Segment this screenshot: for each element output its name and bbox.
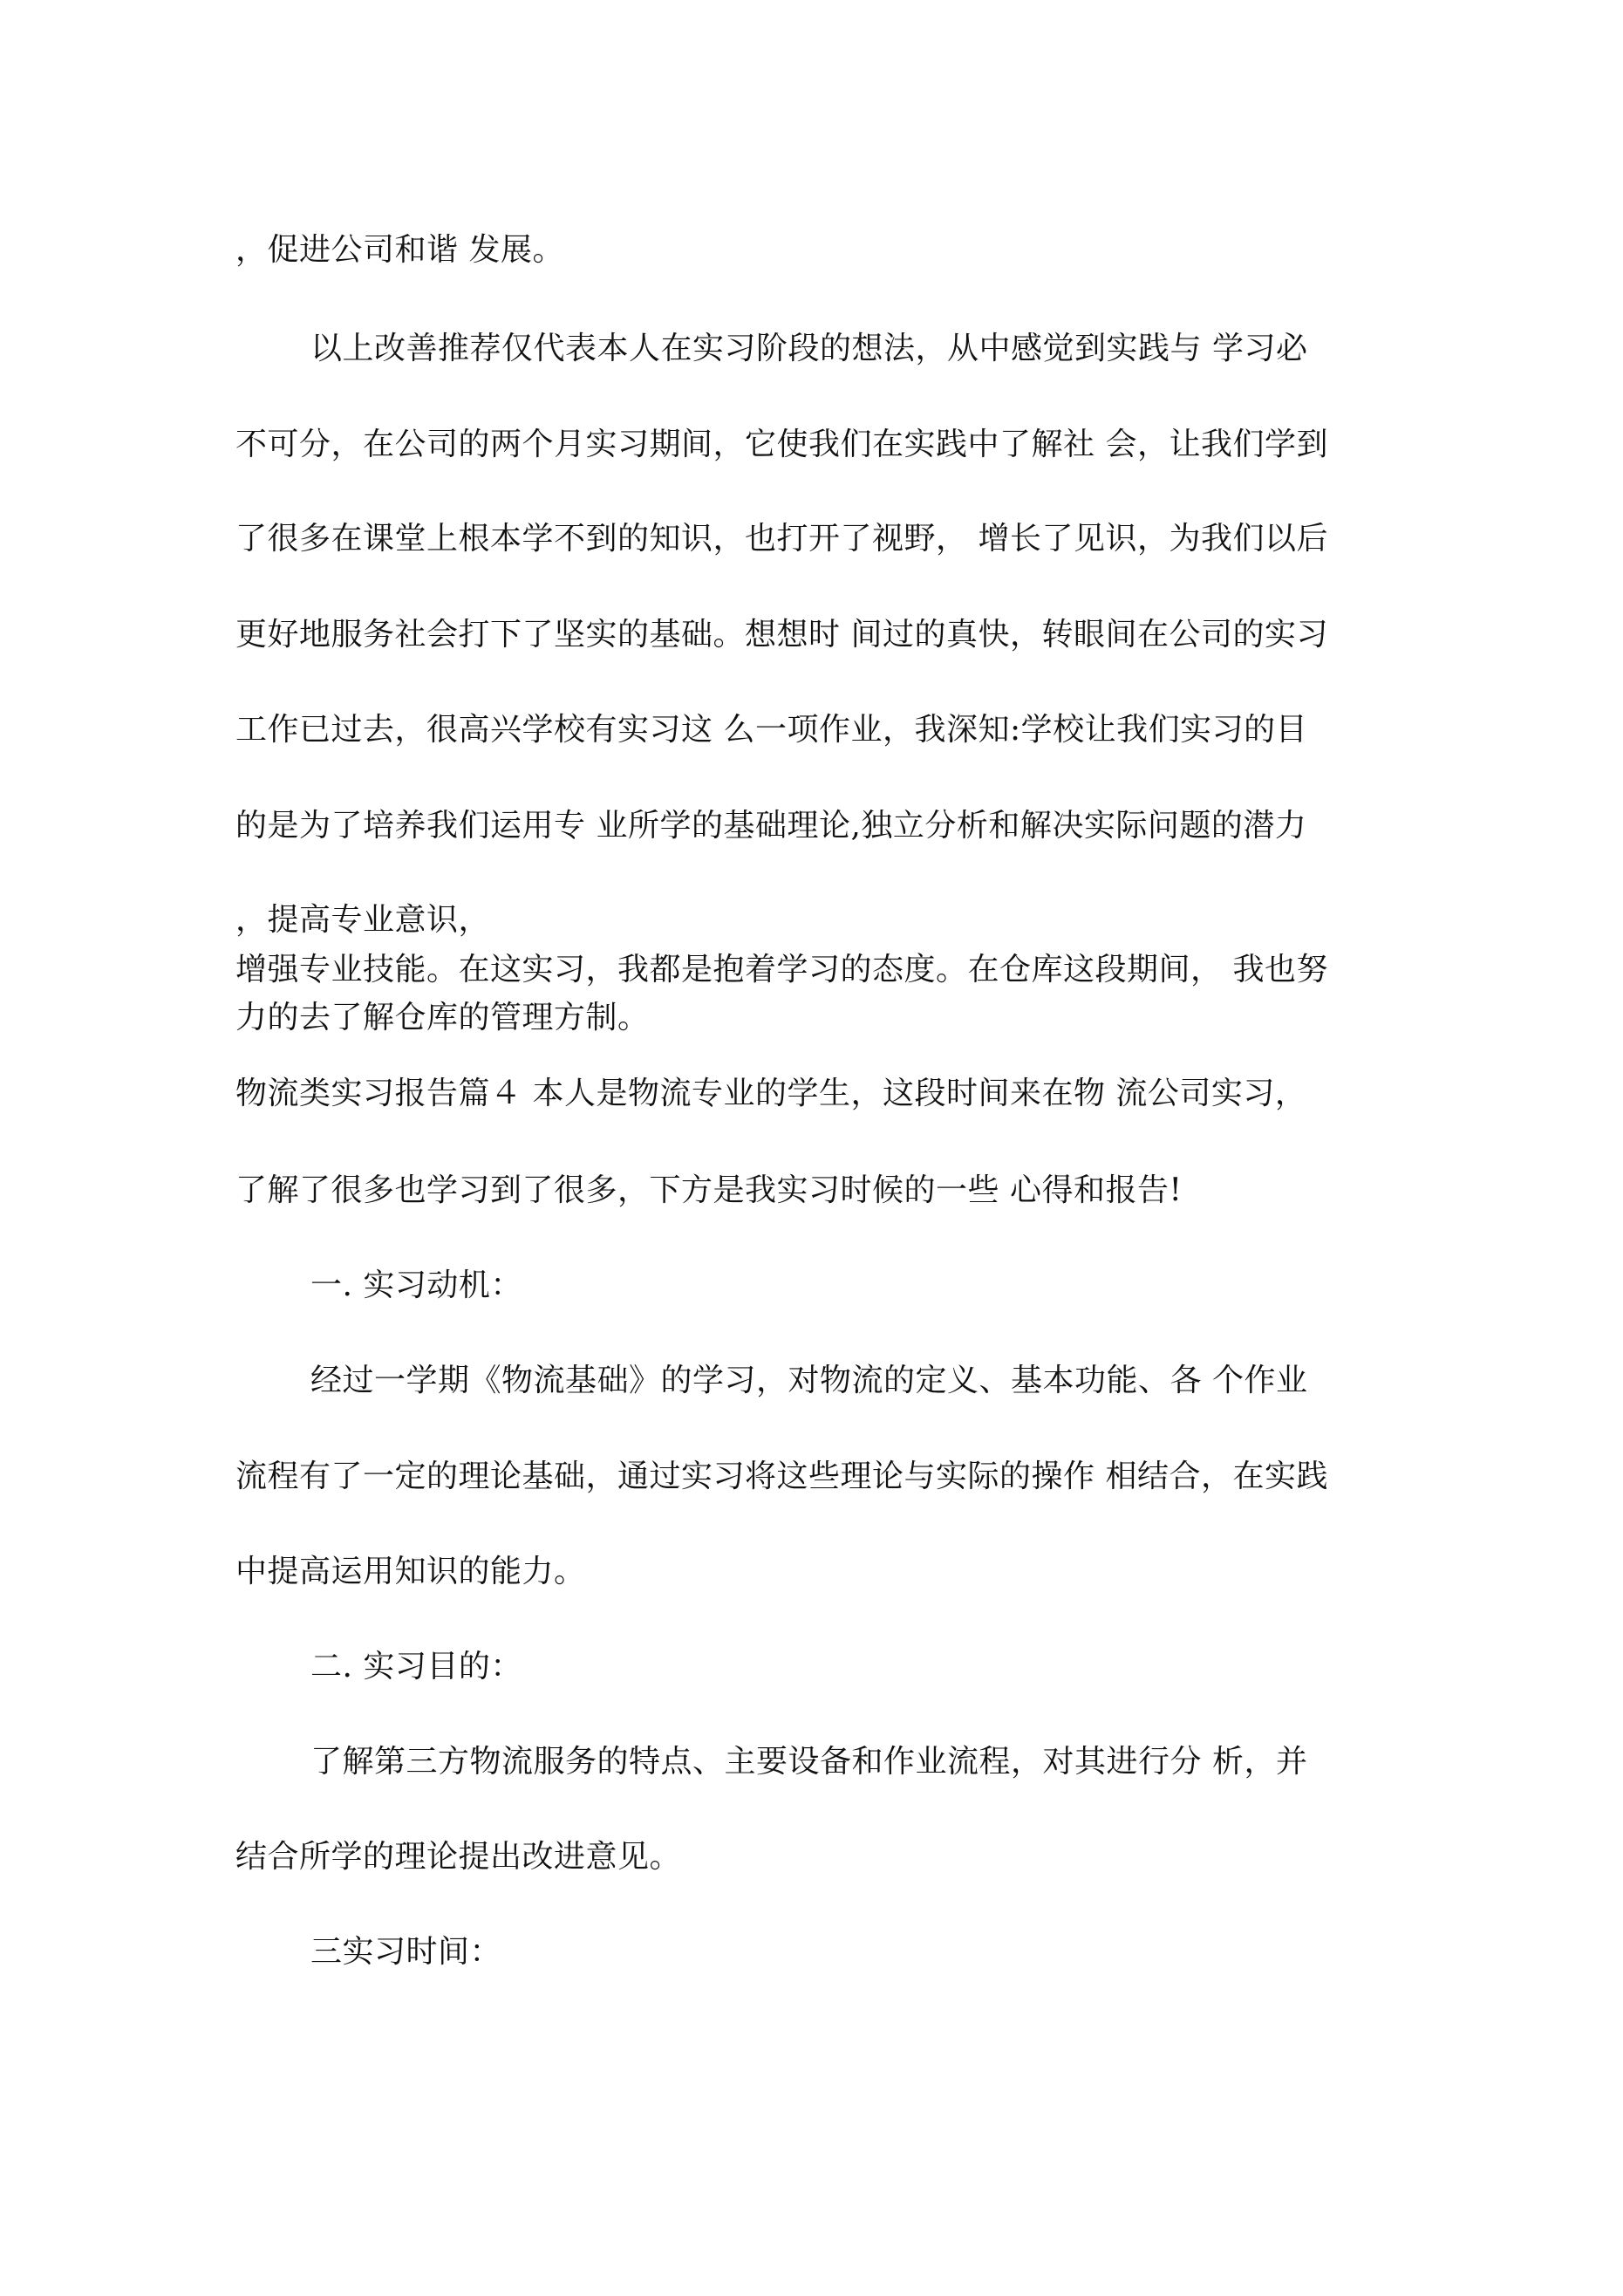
text-line: 力的去了解仓库的管理方制。 [235,1000,650,1035]
subheading-purpose: 二. 实习目的： [310,1649,522,1684]
subheading-time: 三实习时间： [310,1934,502,1970]
text-line: 了很多在课堂上根本学不到的知识，也打开了视野， 增长了见识，为我们以后 [235,521,1328,557]
text-line: 流程有了一定的理论基础，通过实习将这些理论与实际的操作 相结合，在实践 [235,1459,1328,1494]
subheading-motivation: 一. 实习动机： [310,1268,522,1303]
text-line: 工作已过去，很高兴学校有实习这 么一项作业，我深知:学校让我们实习的目 [235,712,1308,748]
text-line: 中提高运用知识的能力。 [235,1554,586,1589]
paragraph-start: 了解第三方物流服务的特点、主要设备和作业流程，对其进行分 析，并 [310,1744,1308,1780]
paragraph-start: 以上改善推荐仅代表本人在实习阶段的想法，从中感觉到实践与 学习必 [310,331,1308,366]
section-heading-line: 物流类实习报告篇４ 本人是物流专业的学生，这段时间来在物 流公司实习， [235,1076,1307,1111]
paragraph-start: 经过一学期《物流基础》的学习，对物流的定义、基本功能、各 个作业 [310,1363,1308,1398]
text-line: 增强专业技能。在这实习，我都是抱着学习的态度。在仓库这段期间， 我也努 [235,952,1328,987]
text-line: ，提高专业意识， [235,902,491,938]
text-line: 不可分，在公司的两个月实习期间，它使我们在实践中了解社 会，让我们学到 [235,427,1328,462]
text-line: 了解了很多也学习到了很多，下方是我实习时候的一些 心得和报告! [235,1172,1183,1208]
text-line: ，促进公司和谐 发展。 [235,232,564,268]
text-line: 更好地服务社会打下了坚实的基础。想想时 间过的真快，转眼间在公司的实习 [235,617,1328,653]
text-line: 结合所学的理论提出改进意见。 [235,1839,682,1875]
text-line: 的是为了培养我们运用专 业所学的基础理论,独立分析和解决实际问题的潜力 [235,808,1307,844]
